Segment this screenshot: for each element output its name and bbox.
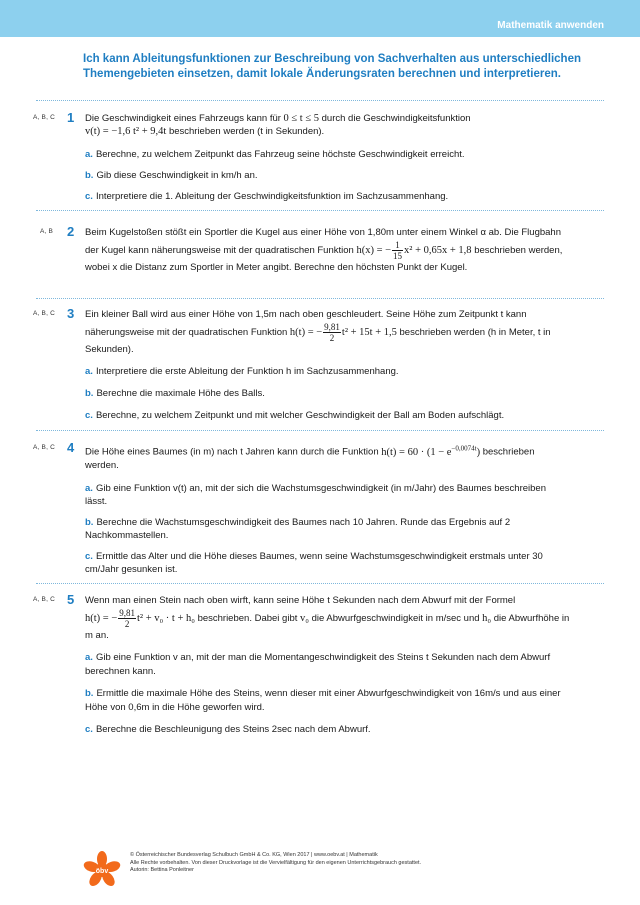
formula: h(t) = − $\frac{9,81}{2}$ t² + v₀ · t + h₀ [85, 608, 195, 629]
task-text: Wenn man einen Stein nach oben wirft, kann seine Höhe t Sekunden nach dem Abwurf mit der Formel h(t) = − $\frac{9,81}{2}$ t² + v₀ · t + h₀ beschrieben. Dabei gibt v₀ die Abwurfgeschwindigkeit in m/sec und h₀ die Abwurfhöhe in m an. [85, 595, 570, 641]
subtask-c: c. Interpretiere die 1. Ableitung der Geschwindigkeitsfunktion im Sachzusammenhang. [85, 191, 449, 202]
formula: h(x) = − $\frac{1}{15}$ x² + 0,65x + 1,8 [356, 240, 472, 261]
subtask-b: b. Berechne die maximale Höhe des Balls. [85, 388, 265, 399]
task-number: 4 [67, 440, 75, 455]
task-number: 2 [67, 224, 75, 239]
subtask-b: b. Berechne die Wachstumsgeschwindigkeit des Baumes nach 10 Jahren. Runde das Ergebnis auf 2 Nachkommastellen. [85, 516, 511, 541]
logo-text: öbv [95, 868, 109, 875]
formula: v(t) = −1,6 t² + 9,4t [85, 126, 167, 137]
subtask-a: a. Interpretiere die erste Ableitung der Funktion h im Sachzusammenhang. [85, 366, 399, 377]
subtask-c: c. Berechne, zu welchem Zeitpunkt und mit welcher Geschwindigkeit der Ball am Boden aufschlägt. [85, 410, 505, 421]
subtask-a: a. Gib eine Funktion v an, mit der man die Momentangeschwindigkeit des Steins t Sekunden nach dem Abwurf berechnen kann. [85, 652, 551, 677]
subtask-b: b. Gib diese Geschwindigkeit in km/h an. [85, 170, 258, 181]
task-number: 3 [67, 306, 75, 321]
formula: $h(t) = 60 \cdot (1 - e^{-0,0074t})$ [381, 444, 481, 458]
header-label: Mathematik anwenden [497, 20, 604, 31]
divider [36, 298, 604, 299]
fraction: $\frac{9,81}{2}$ [324, 322, 340, 343]
header-bar [0, 0, 640, 37]
subtask-b: b. Ermittle die maximale Höhe des Steins, wenn dieser mit einer Abwurfgeschwindigkeit von 16m/s und aus einer Höhe von 0,6m in die Höhe geworfen wird. [85, 688, 561, 713]
task-levels: A, B, C [33, 310, 55, 317]
oebv-logo-icon [82, 850, 122, 890]
fraction: $\frac{9,81}{2}$ [119, 608, 136, 629]
subtask-a: a. Berechne, zu welchem Zeitpunkt das Fahrzeug seine höchste Geschwindigkeit erreicht. [85, 149, 465, 160]
task-text: Die Geschwindigkeit eines Fahrzeugs kann für 0 ≤ t ≤ 5 durch die Geschwindigkeitsfunktion v(t) = −1,6 t² + 9,4t beschrieben werden (t in Sekunden). [85, 113, 471, 137]
subtask-c: c. Berechne die Beschleunigung des Steins 2sec nach dem Abwurf. [85, 724, 371, 735]
task-text: Beim Kugelstoßen stößt ein Sportler die Kugel aus einer Höhe von 1,80m unter einem Winkel α ab. Die Flugbahn der Kugel kann näherungsweise mit der quadratischen Funktion h(x) = − $\frac{1}{15}$ x² + 0,65x + 1,8 beschrieben werden, wobei x die Distanz zum Sportler in Meter angibt. Berechne den höchsten Punkt der Kugel. [85, 227, 563, 273]
subtask-a: a. Gib eine Funktion v(t) an, mit der sich die Wachstumsgeschwindigkeit (in m/Jahr) des Baumes beschreiben lässt. [85, 482, 546, 507]
subtask-c: c. Ermittle das Alter und die Höhe dieses Baumes, wenn seine Wachstumsgeschwindigkeit erstmals unter 30 cm/Jahr gesunken ist. [85, 550, 543, 575]
task-text: Ein kleiner Ball wird aus einer Höhe von 1,5m nach oben geschleudert. Seine Höhe zum Zeitpunkt t kann näherungsweise mit der quadratischen Funktion h(t) = − $\frac{9,81}{2}$ t² + 15t + 1,5 beschrieben werden (h in Meter, t in Sekunden). [85, 309, 551, 355]
divider [36, 583, 604, 584]
divider [36, 100, 604, 101]
fraction: $\frac{1}{15}$ [393, 240, 403, 261]
task-levels: A, B, C [33, 444, 55, 451]
formula: h(t) = − $\frac{9,81}{2}$ t² + 15t + 1,5 [289, 322, 397, 343]
learning-goal: Ich kann Ableitungsfunktionen zur Beschreibung von Sachverhalten aus unterschiedlichen Themengebieten einsetzen, damit lokale Änderungsraten berechnen und interpretieren. [83, 53, 581, 80]
divider [36, 210, 604, 211]
task-levels: A, B, C [33, 596, 55, 603]
divider [36, 430, 604, 431]
task-levels: A, B [40, 228, 54, 235]
task-number: 1 [67, 110, 75, 125]
task-levels: A, B, C [33, 114, 55, 121]
copyright: © Österreichischer Bundesverlag Schulbuch GmbH & Co. KG, Wien 2017 | www.oebv.at | Mathematik Alle Rechte vorbehalten. Von dieser Druckvorlage ist die Vervielfältigung für den eigenen Unterrichtsgebrauch gestattet. Autorin: Bettina Ponleitner [130, 852, 422, 873]
task-number: 5 [67, 592, 75, 607]
formula-domain: 0 ≤ t ≤ 5 [283, 113, 319, 124]
task-text: Die Höhe eines Baumes (in m) nach t Jahren kann durch die Funktion $h(t) = 60 \cdot (1 - e^{-0,0074t})$ beschrieben werden. [85, 444, 535, 471]
